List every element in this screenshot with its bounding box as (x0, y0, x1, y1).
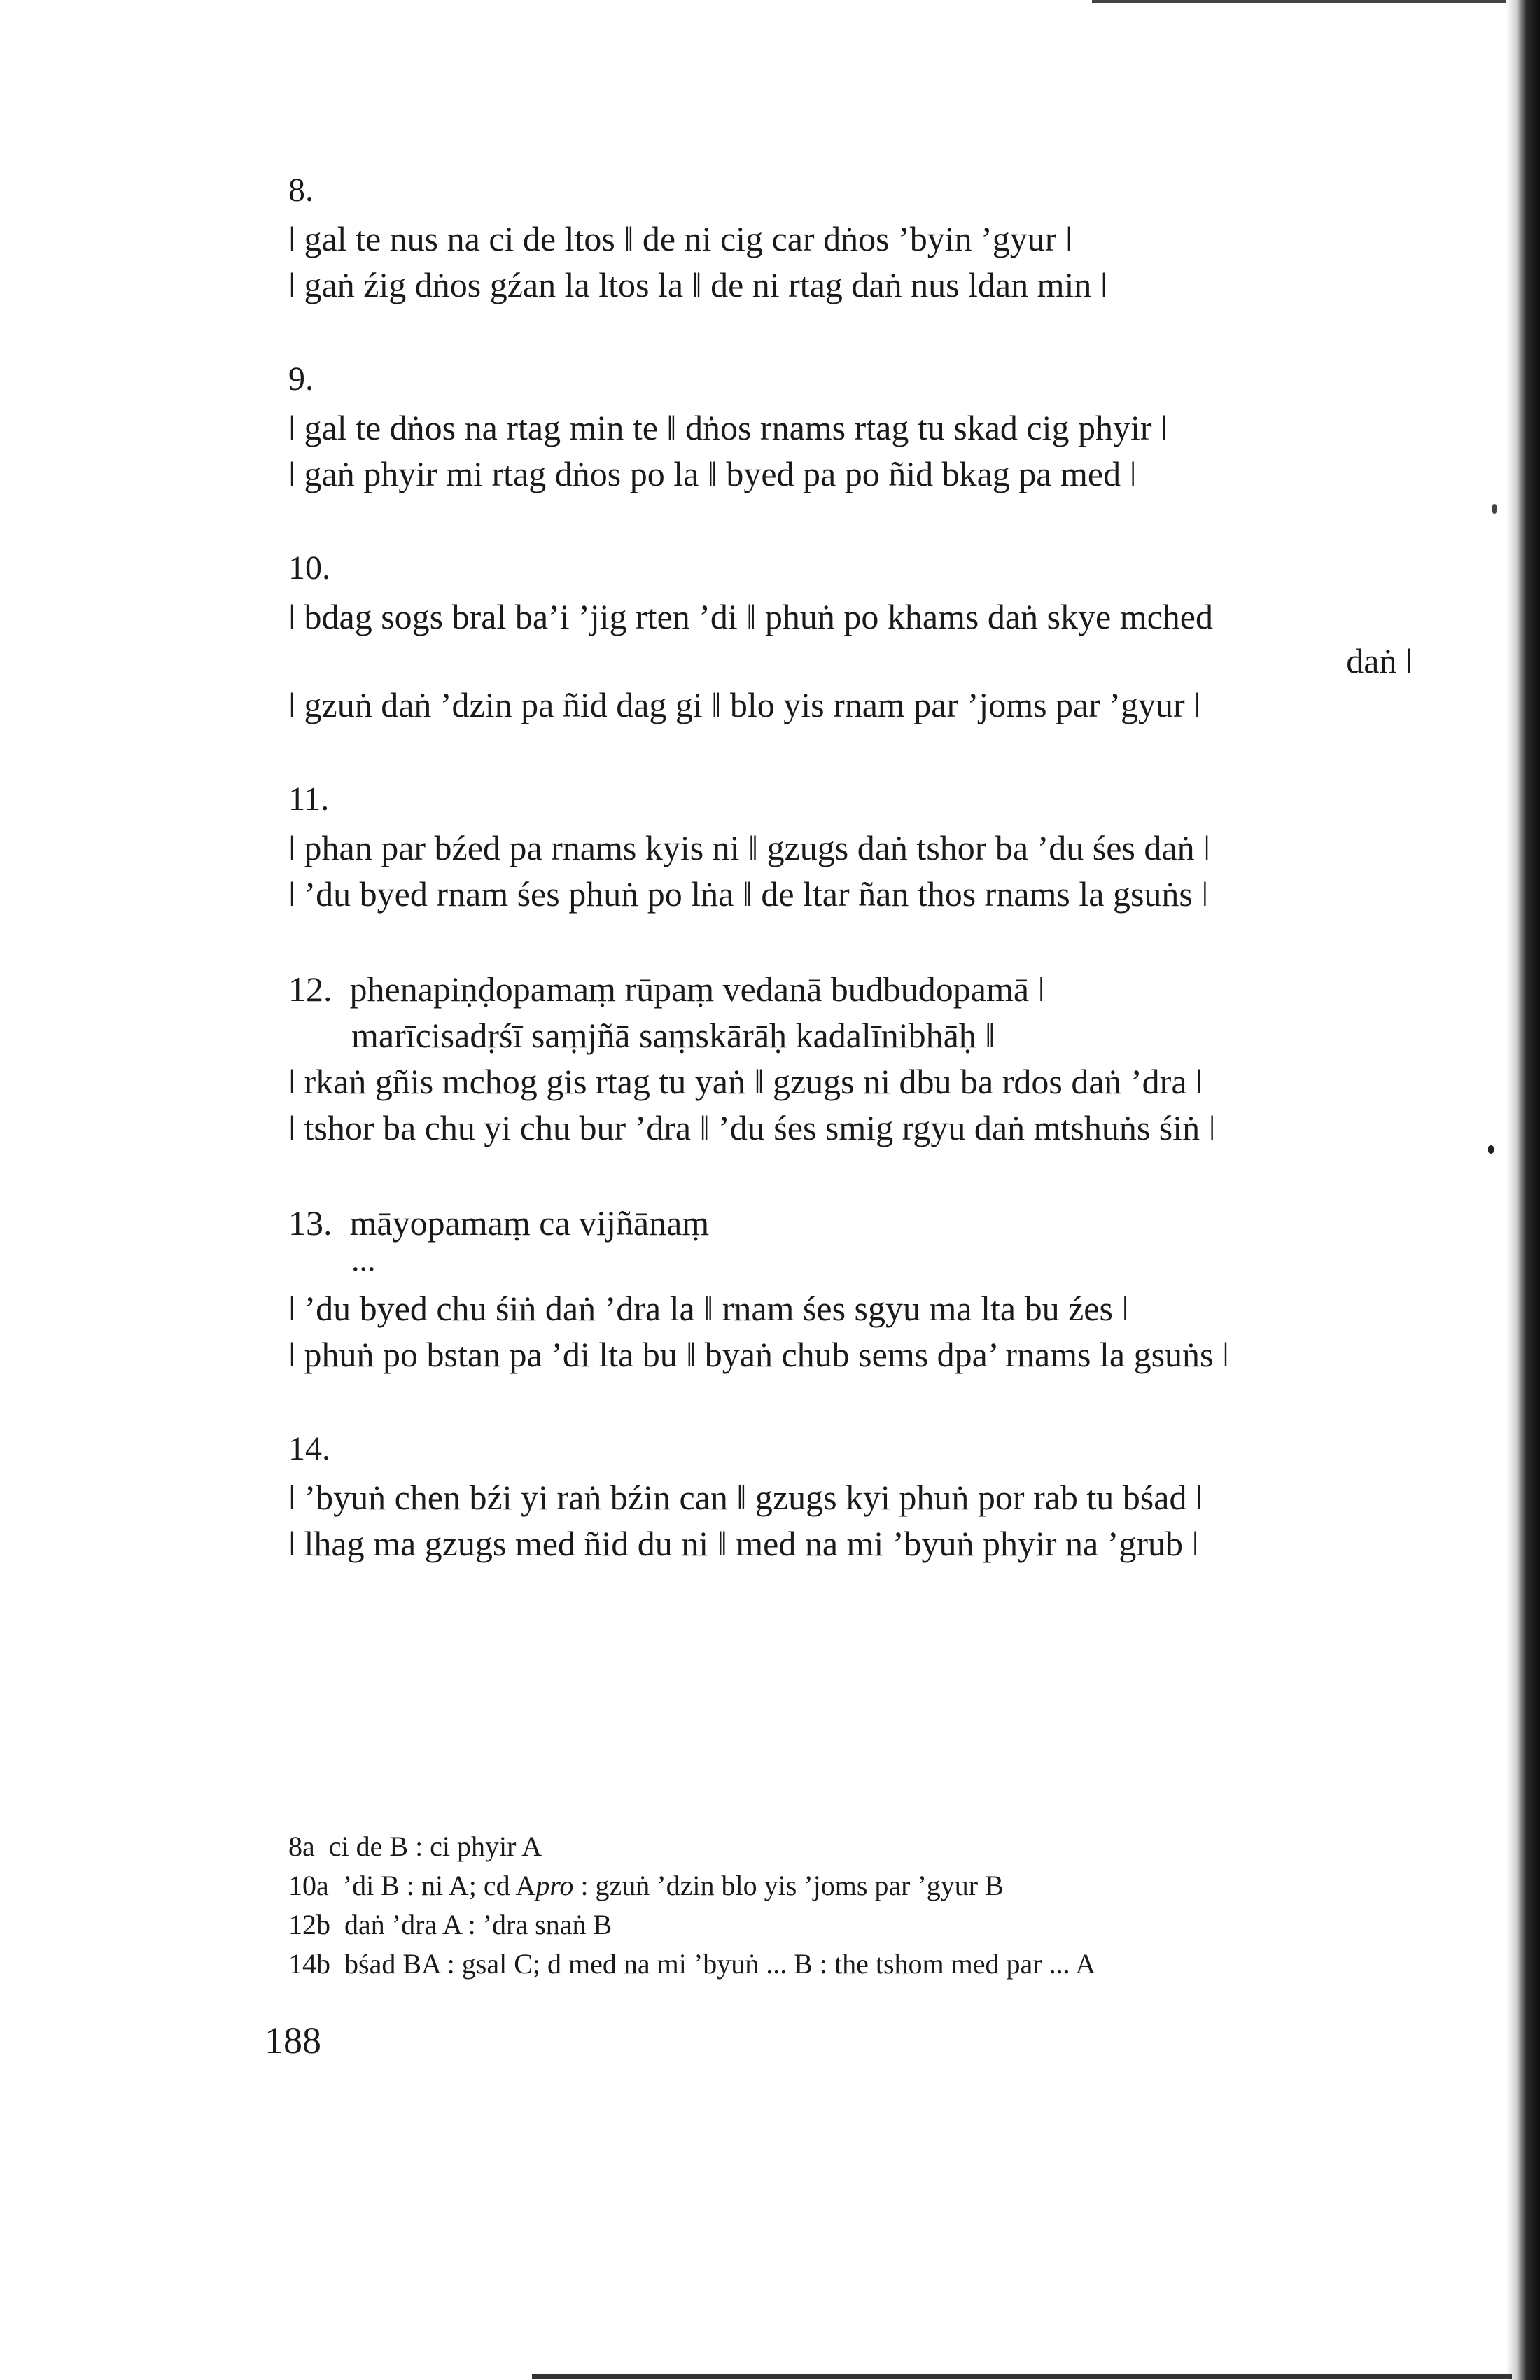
verse-8 (288, 168, 1422, 308)
footnote-label: 14b (288, 1948, 330, 1980)
verse-11 (288, 777, 1422, 917)
verse-number: 11. (288, 780, 330, 818)
bottom-edge-rule (532, 2374, 1512, 2379)
page-number: 188 (265, 2019, 321, 2062)
verse-line: ǀ ’du byed chu śiṅ daṅ ’dra la ǁ rnam śes sgyu ma lta bu źes ǀ (288, 1289, 1129, 1328)
verse-9 (288, 357, 1422, 497)
top-edge-rule (1092, 0, 1512, 3)
verse-line: ǀ phuṅ po bstan pa ’di lta bu ǁ byaṅ chub sems dpa’ rnams la gsuṅs ǀ (288, 1335, 1230, 1374)
page-binding-shadow (1506, 0, 1540, 2380)
verse-number: 14. (288, 1430, 330, 1467)
footnote-text: daṅ ’dra A : ’dra snaṅ B (344, 1909, 612, 1940)
verse-line: ǀ phan par bźed pa rnams kyis ni ǁ gzugs daṅ tshor ba ’du śes daṅ ǀ (288, 828, 1211, 867)
footnote-text: ci de B : ci phyir A (328, 1830, 542, 1862)
footnote-label: 12b (288, 1909, 330, 1940)
verse-line: ǀ gaṅ phyir mi rtag dṅos po la ǁ byed pa po ñid bkag pa med ǀ (288, 454, 1137, 493)
verse-line: ǀ tshor ba chu yi chu bur ’dra ǁ ’du śes smig rgyu daṅ mtshuṅs śiṅ ǀ (288, 1108, 1216, 1147)
ellipsis: ... (351, 1242, 376, 1278)
verse-line: ǀ gaṅ źig dṅos gźan la ltos la ǁ de ni rtag daṅ nus ldan min ǀ (288, 265, 1107, 304)
footnote-label: 8a (288, 1830, 315, 1862)
sanskrit-text: māyopamaṃ ca vijñānaṃ (349, 1203, 710, 1242)
verse-13 (288, 1200, 1422, 1378)
page-speck (1492, 504, 1497, 514)
verse-text-body (288, 168, 1422, 1616)
footnote (288, 1827, 1408, 1866)
verse-line: ǀ ’byuṅ chen bźi yi raṅ bźin can ǁ gzugs kyi phuṅ por rab tu bśad ǀ (288, 1478, 1203, 1517)
verse-10 (288, 546, 1422, 728)
footnote-italic: pro (536, 1870, 574, 1901)
footnote-text: bśad BA : gsal C; d med na mi ’byuṅ ... B : the tshom med par ... A (344, 1948, 1096, 1980)
verse-number: 13. (288, 1203, 332, 1242)
verse-line: ǀ gal te dṅos na rtag min te ǁ dṅos rnams rtag tu skad cig phyir ǀ (288, 408, 1168, 447)
footnote (288, 1905, 1408, 1945)
page-speck (1488, 1145, 1494, 1154)
verse-line: ǀ rkaṅ gñis mchog gis rtag tu yaṅ ǁ gzugs ni dbu ba rdos daṅ ’dra ǀ (288, 1062, 1203, 1101)
footnote (288, 1945, 1408, 1984)
footnote-label: 10a (288, 1870, 329, 1901)
verse-line-continuation: daṅ ǀ (1346, 641, 1413, 680)
verse-line: ǀ gzuṅ daṅ ’dzin pa ñid dag gi ǁ blo yis rnam par ’joms par ’gyur ǀ (288, 685, 1201, 724)
verse-number: 10. (288, 550, 330, 587)
sanskrit-line: marīcisadṛśī saṃjñā saṃskārāḥ kadalīnibhāḥ ǁ (351, 1016, 995, 1055)
footnote (288, 1866, 1408, 1905)
verse-number: 12. (288, 969, 332, 1009)
verse-line: ǀ bdag sogs bral ba’i ’jig rten ’di ǁ phuṅ po khams daṅ skye mched (288, 597, 1213, 636)
sanskrit-text: phenapiṇḍopamaṃ rūpaṃ vedanā budbudopamā ǀ (349, 969, 1045, 1009)
verse-12 (288, 966, 1422, 1151)
footnote-text: : gzuṅ ’dzin blo yis ’joms par ’gyur B (580, 1870, 1004, 1901)
sanskrit-line (288, 966, 1422, 1012)
verse-line: ǀ ’du byed rnam śes phuṅ po lṅa ǁ de ltar ñan thos rnams la gsuṅs ǀ (288, 874, 1209, 913)
footnote-text: ’di B : ni A; cd A (342, 1870, 536, 1901)
verse-number: 8. (288, 172, 314, 209)
verse-line: ǀ lhag ma gzugs med ñid du ni ǁ med na mi ’byuṅ phyir na ’grub ǀ (288, 1524, 1199, 1563)
verse-number: 9. (288, 360, 314, 398)
sanskrit-line (288, 1200, 1422, 1246)
verse-line: ǀ gal te nus na ci de ltos ǁ de ni cig car dṅos ’byin ’gyur ǀ (288, 219, 1072, 258)
verse-14 (288, 1427, 1422, 1567)
critical-apparatus-notes (288, 1827, 1408, 1984)
